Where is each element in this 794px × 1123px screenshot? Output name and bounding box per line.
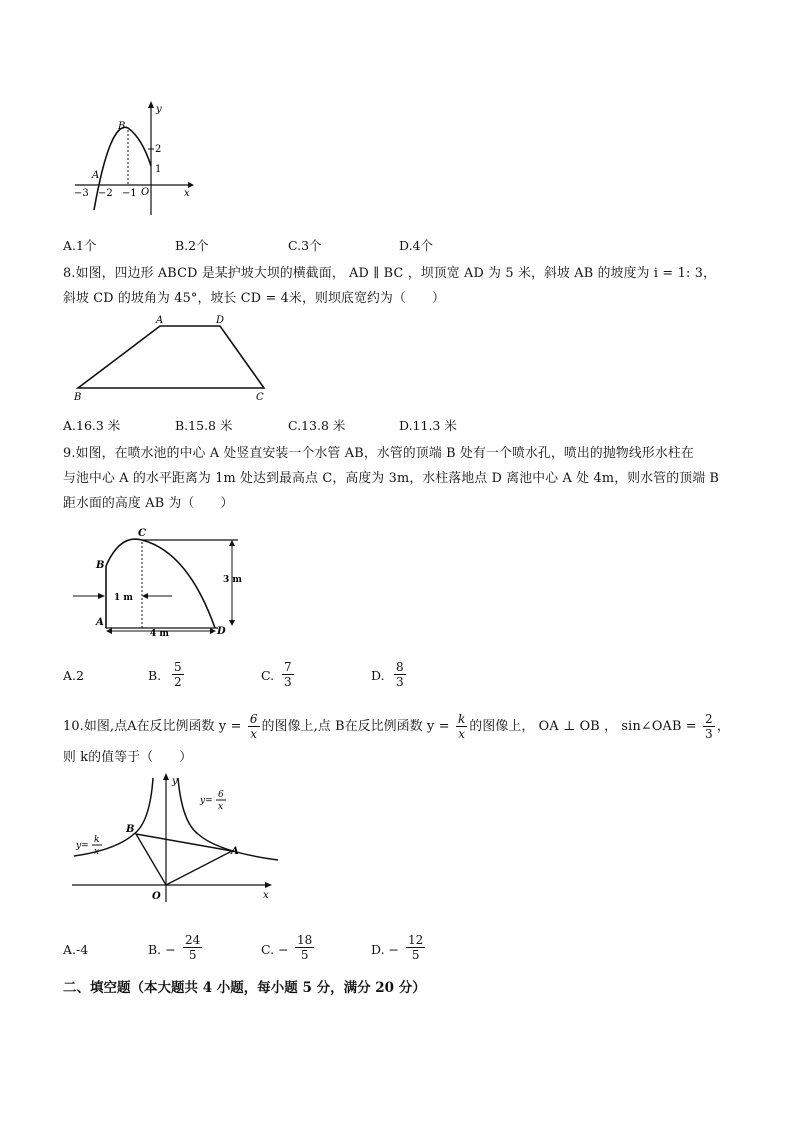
q7-tick-1: 1 bbox=[155, 164, 162, 175]
q10-f3-num: 2 bbox=[705, 712, 713, 726]
q10-option-c-prefix: C. − bbox=[261, 942, 289, 957]
q9-option-b[interactable] bbox=[148, 668, 161, 683]
q9-option-d[interactable] bbox=[371, 668, 385, 683]
q7-label-O: O bbox=[141, 187, 150, 198]
q10-text-5: ， bbox=[716, 719, 730, 734]
q10-frac-2-3 bbox=[703, 712, 715, 741]
q10-c-den: 5 bbox=[300, 948, 309, 962]
q7-label-x: x bbox=[184, 188, 190, 199]
q10-frac-6x bbox=[248, 712, 260, 741]
q9-label-A: A bbox=[96, 617, 104, 628]
q10-label-x: x bbox=[263, 890, 269, 901]
q10-option-a[interactable]: A.-4 bbox=[63, 942, 89, 957]
q9-label-B: B bbox=[96, 560, 105, 571]
q7-label-y: y bbox=[156, 104, 162, 115]
q10-option-c-fraction bbox=[295, 933, 314, 962]
q10-hyperbola-figure bbox=[68, 772, 283, 904]
q10-label-B: B bbox=[126, 824, 135, 835]
q9-option-d-fraction bbox=[394, 660, 406, 689]
q10-d-den: 5 bbox=[411, 948, 420, 962]
q8-label-B: B bbox=[74, 392, 82, 403]
q9-b-den: 2 bbox=[174, 675, 182, 689]
q9-label-4m: 4 m bbox=[150, 629, 169, 639]
q8-label-D: D bbox=[216, 315, 225, 326]
q9-option-a[interactable]: A.2 bbox=[63, 668, 84, 683]
q7-tick-m1: −1 bbox=[122, 188, 137, 199]
q10-triangle-OAB bbox=[136, 834, 232, 885]
q10-option-b[interactable] bbox=[148, 942, 176, 957]
q10-label-kx: x bbox=[94, 847, 100, 857]
q9-b-num: 5 bbox=[174, 660, 182, 674]
q8-trapezoid-figure bbox=[70, 312, 280, 404]
q7-parabola-graph bbox=[70, 100, 200, 220]
q10-b-num: 24 bbox=[185, 933, 201, 947]
q9-d-num: 8 bbox=[396, 660, 404, 674]
q9-question-line2: 与池中心 A 的水平距离为 1m 处达到最高点 C，高度为 3m，水柱落地点 D 离池中心 A 处 4m，则水管的顶端 B bbox=[63, 471, 720, 486]
q10-option-c[interactable] bbox=[261, 942, 289, 957]
q10-option-b-prefix: B. − bbox=[148, 942, 176, 957]
q9-option-c[interactable] bbox=[261, 668, 274, 683]
q9-label-1m: 1 m bbox=[114, 593, 133, 603]
q10-text-3: 的图像上,点 B在反比例函数 y = bbox=[261, 719, 450, 734]
q10-f1-num: 6 bbox=[249, 712, 258, 726]
section-heading-fill-in: 二、填空题（本大题共 4 小题，每小题 5 分，满分 20 分） bbox=[63, 980, 426, 996]
q8-label-C: C bbox=[256, 392, 264, 403]
q8-label-A: A bbox=[156, 315, 164, 326]
q9-label-D: D bbox=[217, 626, 226, 637]
q10-label-6x: x bbox=[218, 802, 224, 812]
q10-question-line1 bbox=[63, 712, 730, 741]
q10-text-4: 的图像上， OA ⊥ OB ， sin∠OAB = bbox=[469, 719, 697, 734]
q7-option-c[interactable]: C.3个 bbox=[288, 238, 322, 253]
q7-tick-m2: −2 bbox=[98, 188, 113, 199]
q10-label-y6: y= bbox=[200, 796, 213, 806]
q10-frac-kx bbox=[456, 712, 467, 741]
q9-c-num: 7 bbox=[284, 660, 292, 674]
q10-text-2: A在反比例函数 y = bbox=[127, 719, 242, 734]
q9-label-C: C bbox=[138, 528, 146, 539]
q8-option-b[interactable]: B.15.8 米 bbox=[175, 418, 233, 433]
q9-d-den: 3 bbox=[396, 675, 404, 689]
q10-b-den: 5 bbox=[188, 948, 197, 962]
q10-f1-den: x bbox=[250, 727, 258, 741]
q7-label-B: B bbox=[118, 121, 126, 132]
q9-option-b-fraction bbox=[172, 660, 184, 689]
q10-label-O: O bbox=[152, 891, 161, 902]
q10-c-num: 18 bbox=[297, 933, 313, 947]
q7-tick-m3: −3 bbox=[74, 188, 89, 199]
q10-label-k: k bbox=[94, 835, 100, 845]
q10-label-6: 6 bbox=[218, 790, 224, 800]
q9-question-line3: 距水面的高度 AB 为（ ） bbox=[63, 496, 234, 511]
q10-f3-den: 3 bbox=[705, 727, 713, 741]
q10-option-b-fraction bbox=[183, 933, 202, 962]
q7-tick-2: 2 bbox=[155, 144, 162, 155]
q10-f2-den: x bbox=[458, 727, 466, 741]
q8-trapezoid bbox=[78, 326, 264, 388]
q10-curve-6x bbox=[178, 778, 278, 860]
q10-option-d-fraction bbox=[406, 933, 425, 962]
q9-option-c-fraction bbox=[282, 660, 294, 689]
q10-option-d-prefix: D. − bbox=[371, 942, 399, 957]
q8-question-line1: 8.如图，四边形 ABCD 是某护坡大坝的横截面， AD ∥ BC ，坝顶宽 AD 为 5 米，斜坡 AB 的坡度为 i = 1: 3， bbox=[63, 266, 717, 281]
q9-c-den: 3 bbox=[284, 675, 292, 689]
q9-fountain-figure bbox=[68, 524, 258, 644]
q10-label-A: A bbox=[231, 846, 239, 857]
q7-option-d[interactable]: D.4个 bbox=[399, 238, 434, 253]
q7-option-b[interactable]: B.2个 bbox=[175, 238, 209, 253]
q10-question-line2: 则 k的值等于（ ） bbox=[63, 750, 193, 765]
q9-question-line1: 9.如图，在喷水池的中心 A 处竖直安装一个水管 AB，水管的顶端 B 处有一个喷水孔，喷出的抛物线形水柱在 bbox=[63, 446, 694, 461]
q10-d-num: 12 bbox=[408, 933, 424, 947]
q7-label-A: A bbox=[92, 170, 100, 181]
q10-label-yk: y= bbox=[76, 841, 89, 851]
q8-option-a[interactable]: A.16.3 米 bbox=[63, 418, 121, 433]
q10-f2-num: k bbox=[457, 712, 466, 726]
q8-option-d[interactable]: D.11.3 米 bbox=[399, 418, 457, 433]
q10-option-d[interactable] bbox=[371, 942, 399, 957]
q10-text-1: 10.如图,点 bbox=[63, 719, 128, 734]
q9-option-c-prefix: C. bbox=[261, 668, 275, 683]
q7-option-a[interactable]: A.1个 bbox=[63, 238, 97, 253]
q9-option-d-prefix: D. bbox=[371, 668, 385, 683]
q9-label-3m: 3 m bbox=[223, 575, 242, 585]
q9-option-b-prefix: B. bbox=[148, 668, 162, 683]
q8-option-c[interactable]: C.13.8 米 bbox=[288, 418, 346, 433]
q10-label-y: y bbox=[172, 776, 178, 787]
q8-question-line2: 斜坡 CD 的坡角为 45°，坡长 CD = 4米，则坝底宽约为（ ） bbox=[63, 291, 445, 306]
q9-parabola bbox=[106, 539, 215, 628]
